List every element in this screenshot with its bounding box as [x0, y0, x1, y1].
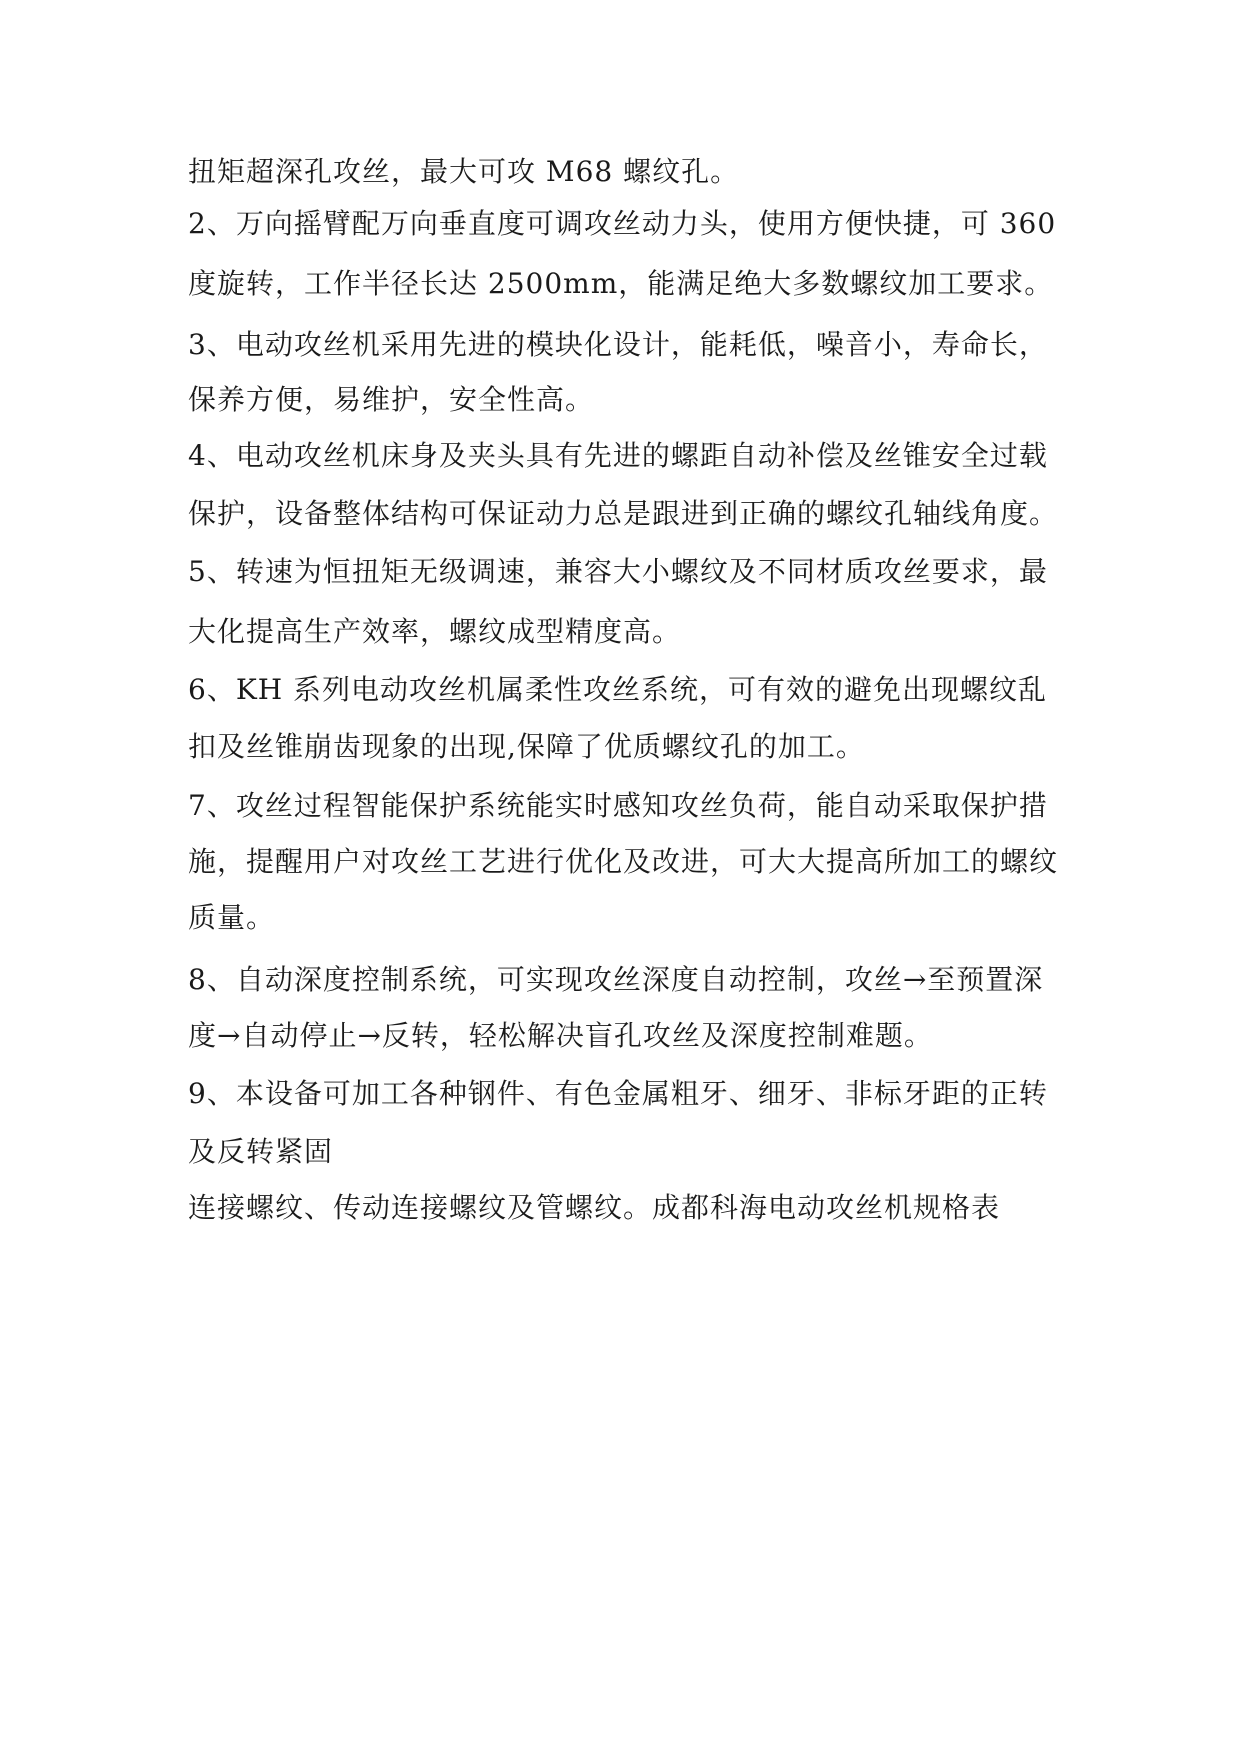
text-line: 大化提高生产效率，螺纹成型精度高。	[188, 615, 682, 648]
text-line: 6、KH 系列电动攻丝机属柔性攻丝系统，可有效的避免出现螺纹乱	[188, 673, 1048, 706]
text-line: 7、攻丝过程智能保护系统能实时感知攻丝负荷，能自动采取保护措	[188, 789, 1048, 822]
text-line: 扣及丝锥崩齿现象的出现,保障了优质螺纹孔的加工。	[188, 730, 865, 763]
text-line: 度旋转，工作半径长达 2500mm，能满足绝大多数螺纹加工要求。	[188, 267, 1054, 300]
text-line: 施，提醒用户对攻丝工艺进行优化及改进，可大大提高所加工的螺纹	[188, 845, 1059, 878]
text-line: 8、自动深度控制系统，可实现攻丝深度自动控制，攻丝→至预置深	[188, 963, 1044, 996]
text-line: 2、万向摇臂配万向垂直度可调攻丝动力头，使用方便快捷，可 360	[188, 207, 1057, 240]
text-line: 5、转速为恒扭矩无级调速，兼容大小螺纹及不同材质攻丝要求，最	[188, 555, 1048, 588]
text-line: 扭矩超深孔攻丝，最大可攻 M68 螺纹孔。	[188, 155, 740, 188]
text-line: 3、电动攻丝机采用先进的模块化设计，能耗低，噪音小，寿命长，	[188, 328, 1048, 361]
text-line: 连接螺纹、传动连接螺纹及管螺纹。成都科海电动攻丝机规格表	[188, 1191, 1001, 1224]
text-line: 质量。	[188, 901, 276, 934]
text-line: 保护，设备整体结构可保证动力总是跟进到正确的螺纹孔轴线角度。	[188, 497, 1059, 530]
text-line: 4、电动攻丝机床身及夹头具有先进的螺距自动补偿及丝锥安全过载	[188, 439, 1048, 472]
text-line: 9、本设备可加工各种钢件、有色金属粗牙、细牙、非标牙距的正转	[188, 1077, 1048, 1110]
text-line: 度→自动停止→反转，轻松解决盲孔攻丝及深度控制难题。	[188, 1019, 933, 1052]
text-line: 及反转紧固	[188, 1135, 334, 1168]
text-line: 保养方便，易维护，安全性高。	[188, 383, 595, 416]
